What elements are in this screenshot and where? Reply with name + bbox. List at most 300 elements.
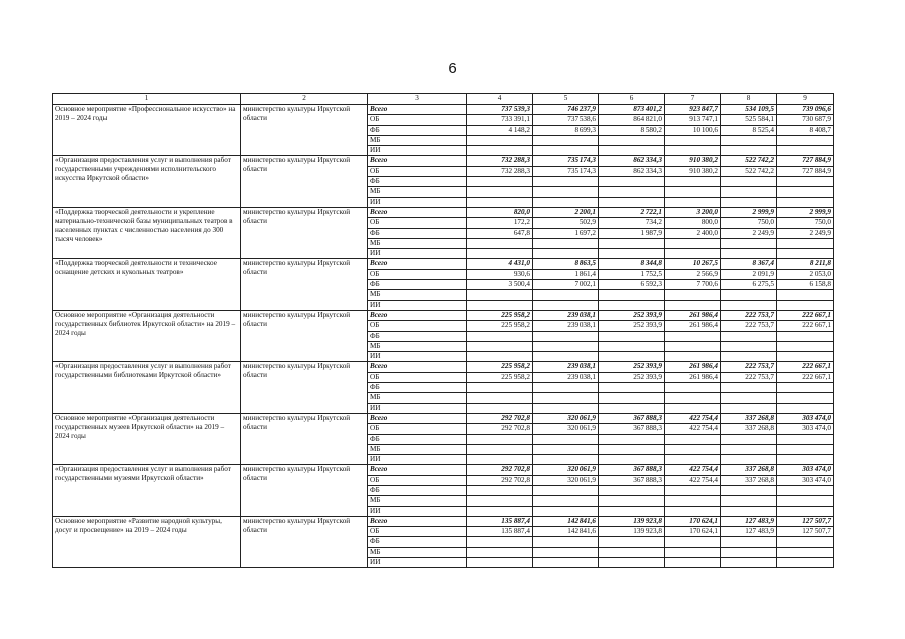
- amount-cell: [467, 455, 533, 465]
- amount-cell: 320 061,9: [533, 465, 599, 475]
- amount-cell: 292 702,8: [467, 424, 533, 434]
- funding-source: ФБ: [368, 177, 467, 187]
- funding-source: МБ: [368, 547, 467, 557]
- col-header: 1: [53, 94, 241, 105]
- amount-cell: 734,2: [599, 218, 665, 228]
- amount-cell: [533, 341, 599, 351]
- amount-cell: 8 525,4: [721, 125, 777, 135]
- amount-cell: [721, 558, 777, 568]
- amount-cell: 292 702,8: [467, 475, 533, 485]
- amount-cell: 8 367,4: [721, 259, 777, 269]
- amount-cell: [599, 496, 665, 506]
- funding-source: МБ: [368, 393, 467, 403]
- amount-cell: [599, 187, 665, 197]
- amount-cell: [665, 558, 721, 568]
- amount-cell: [665, 547, 721, 557]
- amount-cell: 2 566,9: [665, 269, 721, 279]
- funding-source: ФБ: [368, 434, 467, 444]
- col-header: 7: [665, 94, 721, 105]
- amount-cell: 1 697,2: [533, 228, 599, 238]
- amount-cell: [533, 146, 599, 156]
- funding-source: ФБ: [368, 280, 467, 290]
- amount-cell: 8 408,7: [777, 125, 834, 135]
- amount-cell: 873 401,2: [599, 105, 665, 115]
- amount-cell: 127 507,7: [777, 516, 834, 526]
- amount-cell: 367 888,3: [599, 424, 665, 434]
- amount-cell: [533, 455, 599, 465]
- amount-cell: [533, 290, 599, 300]
- amount-cell: 6 158,8: [777, 280, 834, 290]
- col-header: 4: [467, 94, 533, 105]
- table-row-total: [53, 516, 834, 526]
- amount-cell: 800,0: [665, 218, 721, 228]
- responsible-organization: министерство культуры Иркутской области: [241, 413, 368, 464]
- amount-cell: 2 053,0: [777, 269, 834, 279]
- funding-source: ОБ: [368, 218, 467, 228]
- funding-source: МБ: [368, 187, 467, 197]
- amount-cell: 502,9: [533, 218, 599, 228]
- funding-source: ИИ: [368, 352, 467, 362]
- amount-cell: 2 999,9: [721, 207, 777, 217]
- amount-cell: 2 249,9: [721, 228, 777, 238]
- amount-cell: 225 958,2: [467, 372, 533, 382]
- funding-source: ИИ: [368, 146, 467, 156]
- amount-cell: [533, 177, 599, 187]
- amount-cell: [721, 444, 777, 454]
- amount-cell: [665, 393, 721, 403]
- amount-cell: 337 268,8: [721, 413, 777, 423]
- funding-source: Всего: [368, 105, 467, 115]
- funding-source: МБ: [368, 496, 467, 506]
- amount-cell: 252 393,9: [599, 321, 665, 331]
- amount-cell: [721, 547, 777, 557]
- amount-cell: [665, 146, 721, 156]
- amount-cell: [777, 352, 834, 362]
- amount-cell: [599, 300, 665, 310]
- amount-cell: [721, 455, 777, 465]
- amount-cell: 225 958,2: [467, 362, 533, 372]
- amount-cell: [467, 187, 533, 197]
- amount-cell: [467, 146, 533, 156]
- funding-source: ОБ: [368, 424, 467, 434]
- amount-cell: [599, 197, 665, 207]
- table-row-total: [53, 207, 834, 217]
- amount-cell: 261 986,4: [665, 372, 721, 382]
- amount-cell: 733 391,1: [467, 115, 533, 125]
- activity-description: Основное мероприятие «Профессиональное искусство» на 2019 – 2024 годы: [53, 105, 241, 156]
- amount-cell: [467, 506, 533, 516]
- amount-cell: 6 592,3: [599, 280, 665, 290]
- amount-cell: 10 100,6: [665, 125, 721, 135]
- amount-cell: 142 841,6: [533, 516, 599, 526]
- amount-cell: 172,2: [467, 218, 533, 228]
- amount-cell: 732 288,3: [467, 156, 533, 166]
- amount-cell: [533, 403, 599, 413]
- amount-cell: 261 986,4: [665, 310, 721, 320]
- amount-cell: 127 483,9: [721, 516, 777, 526]
- amount-cell: 930,6: [467, 269, 533, 279]
- amount-cell: [467, 444, 533, 454]
- amount-cell: 913 747,1: [665, 115, 721, 125]
- amount-cell: [777, 485, 834, 495]
- amount-cell: 6 275,5: [721, 280, 777, 290]
- amount-cell: [721, 249, 777, 259]
- amount-cell: 127 507,7: [777, 527, 834, 537]
- amount-cell: [721, 146, 777, 156]
- activity-description: «Поддержка творческой деятельности и техническое оснащение детских и кукольных театров»: [53, 259, 241, 310]
- funding-source: ОБ: [368, 269, 467, 279]
- amount-cell: [721, 331, 777, 341]
- amount-cell: 737 539,3: [467, 105, 533, 115]
- amount-cell: 730 687,9: [777, 115, 834, 125]
- amount-cell: [777, 249, 834, 259]
- amount-cell: 337 268,8: [721, 475, 777, 485]
- amount-cell: 7 002,1: [533, 280, 599, 290]
- amount-cell: [599, 444, 665, 454]
- funding-source: ФБ: [368, 331, 467, 341]
- funding-source: ФБ: [368, 383, 467, 393]
- amount-cell: [665, 383, 721, 393]
- amount-cell: 2 400,0: [665, 228, 721, 238]
- amount-cell: 225 958,2: [467, 321, 533, 331]
- amount-cell: [721, 341, 777, 351]
- amount-cell: 525 584,1: [721, 115, 777, 125]
- amount-cell: [467, 485, 533, 495]
- funding-source: Всего: [368, 362, 467, 372]
- amount-cell: [721, 383, 777, 393]
- amount-cell: 862 334,3: [599, 156, 665, 166]
- funding-source: МБ: [368, 238, 467, 248]
- amount-cell: [467, 547, 533, 557]
- amount-cell: 135 887,4: [467, 527, 533, 537]
- amount-cell: 422 754,4: [665, 424, 721, 434]
- amount-cell: [467, 249, 533, 259]
- amount-cell: [467, 537, 533, 547]
- amount-cell: [467, 300, 533, 310]
- amount-cell: 1 752,5: [599, 269, 665, 279]
- amount-cell: [665, 249, 721, 259]
- table-body: [53, 105, 834, 568]
- amount-cell: [599, 135, 665, 145]
- budget-table: [52, 93, 834, 568]
- amount-cell: [721, 506, 777, 516]
- responsible-organization: министерство культуры Иркутской области: [241, 207, 368, 258]
- amount-cell: 261 986,4: [665, 362, 721, 372]
- amount-cell: 1 861,4: [533, 269, 599, 279]
- amount-cell: 2 722,1: [599, 207, 665, 217]
- amount-cell: 923 847,7: [665, 105, 721, 115]
- amount-cell: [665, 290, 721, 300]
- funding-source: МБ: [368, 135, 467, 145]
- amount-cell: [721, 537, 777, 547]
- amount-cell: 239 038,1: [533, 362, 599, 372]
- responsible-organization: министерство культуры Иркутской области: [241, 465, 368, 516]
- amount-cell: 910 380,2: [665, 156, 721, 166]
- amount-cell: [599, 537, 665, 547]
- amount-cell: [721, 135, 777, 145]
- activity-description: «Поддержка творческой деятельности и укрепление материально-технической базы муниципальных театров в населенных пунктах с численностью населения до 300 тысяч человек»: [53, 207, 241, 258]
- funding-source: МБ: [368, 444, 467, 454]
- amount-cell: [777, 434, 834, 444]
- amount-cell: 239 038,1: [533, 321, 599, 331]
- activity-description: «Организация предоставления услуг и выполнения работ государственными музеями Иркутской области»: [53, 465, 241, 516]
- amount-cell: [599, 393, 665, 403]
- amount-cell: 367 888,3: [599, 475, 665, 485]
- amount-cell: [467, 403, 533, 413]
- funding-source: Всего: [368, 310, 467, 320]
- amount-cell: 737 538,6: [533, 115, 599, 125]
- responsible-organization: министерство культуры Иркутской области: [241, 156, 368, 207]
- amount-cell: [533, 537, 599, 547]
- amount-cell: 727 884,9: [777, 166, 834, 176]
- amount-cell: 142 841,6: [533, 527, 599, 537]
- amount-cell: 1 987,9: [599, 228, 665, 238]
- funding-source: ИИ: [368, 249, 467, 259]
- amount-cell: [777, 393, 834, 403]
- amount-cell: 735 174,3: [533, 156, 599, 166]
- amount-cell: [599, 249, 665, 259]
- col-header: 2: [241, 94, 368, 105]
- funding-source: ОБ: [368, 527, 467, 537]
- amount-cell: [533, 506, 599, 516]
- amount-cell: 320 061,9: [533, 475, 599, 485]
- amount-cell: 367 888,3: [599, 465, 665, 475]
- amount-cell: 7 700,6: [665, 280, 721, 290]
- amount-cell: [777, 506, 834, 516]
- amount-cell: 10 267,5: [665, 259, 721, 269]
- amount-cell: [721, 393, 777, 403]
- amount-cell: [777, 444, 834, 454]
- amount-cell: [533, 383, 599, 393]
- amount-cell: [665, 455, 721, 465]
- amount-cell: [721, 290, 777, 300]
- activity-description: «Организация предоставления услуг и выполнения работ государственными учреждениями исполнительского искусства Иркутской области»: [53, 156, 241, 207]
- amount-cell: [599, 383, 665, 393]
- table-row-total: [53, 156, 834, 166]
- amount-cell: [533, 434, 599, 444]
- amount-cell: [599, 558, 665, 568]
- funding-source: ИИ: [368, 197, 467, 207]
- funding-source: ИИ: [368, 455, 467, 465]
- amount-cell: [599, 146, 665, 156]
- amount-cell: [665, 506, 721, 516]
- amount-cell: [777, 496, 834, 506]
- amount-cell: 337 268,8: [721, 465, 777, 475]
- responsible-organization: министерство культуры Иркутской области: [241, 259, 368, 310]
- funding-source: ФБ: [368, 125, 467, 135]
- amount-cell: [533, 187, 599, 197]
- funding-source: Всего: [368, 516, 467, 526]
- amount-cell: [721, 300, 777, 310]
- amount-cell: 8 580,2: [599, 125, 665, 135]
- amount-cell: 820,0: [467, 207, 533, 217]
- amount-cell: [777, 341, 834, 351]
- amount-cell: [665, 135, 721, 145]
- table-row-total: [53, 413, 834, 423]
- amount-cell: 320 061,9: [533, 424, 599, 434]
- funding-source: ИИ: [368, 403, 467, 413]
- amount-cell: [665, 537, 721, 547]
- amount-cell: [599, 352, 665, 362]
- activity-description: Основное мероприятие «Развитие народной культуры, досуг и просвещение» на 2019 – 2024 годы: [53, 516, 241, 567]
- amount-cell: [599, 403, 665, 413]
- amount-cell: [467, 135, 533, 145]
- amount-cell: [721, 434, 777, 444]
- activity-description: «Организация предоставления услуг и выполнения работ государственными библиотеками Иркутской области»: [53, 362, 241, 413]
- amount-cell: 135 887,4: [467, 516, 533, 526]
- amount-cell: [665, 300, 721, 310]
- amount-cell: [533, 238, 599, 248]
- amount-cell: 367 888,3: [599, 413, 665, 423]
- funding-source: МБ: [368, 290, 467, 300]
- table-row-total: [53, 310, 834, 320]
- amount-cell: [777, 300, 834, 310]
- amount-cell: [721, 485, 777, 495]
- col-header: 9: [777, 94, 834, 105]
- amount-cell: [777, 187, 834, 197]
- amount-cell: [665, 238, 721, 248]
- funding-source: ОБ: [368, 475, 467, 485]
- funding-source: ОБ: [368, 166, 467, 176]
- amount-cell: 222 667,1: [777, 310, 834, 320]
- amount-cell: [665, 352, 721, 362]
- amount-cell: 239 038,1: [533, 372, 599, 382]
- amount-cell: [533, 444, 599, 454]
- amount-cell: 2 200,1: [533, 207, 599, 217]
- amount-cell: [533, 300, 599, 310]
- amount-cell: [599, 547, 665, 557]
- amount-cell: 727 884,9: [777, 156, 834, 166]
- amount-cell: 4 148,2: [467, 125, 533, 135]
- amount-cell: 170 624,1: [665, 527, 721, 537]
- funding-source: Всего: [368, 156, 467, 166]
- amount-cell: [721, 352, 777, 362]
- amount-cell: [599, 331, 665, 341]
- amount-cell: 8 699,3: [533, 125, 599, 135]
- amount-cell: 222 667,1: [777, 372, 834, 382]
- amount-cell: [777, 135, 834, 145]
- amount-cell: 2 091,9: [721, 269, 777, 279]
- amount-cell: [665, 485, 721, 495]
- amount-cell: 222 753,7: [721, 310, 777, 320]
- table-row-total: [53, 259, 834, 269]
- amount-cell: [599, 341, 665, 351]
- amount-cell: [777, 290, 834, 300]
- amount-cell: 647,8: [467, 228, 533, 238]
- amount-cell: [665, 434, 721, 444]
- amount-cell: [665, 496, 721, 506]
- amount-cell: [777, 537, 834, 547]
- amount-cell: 292 702,8: [467, 413, 533, 423]
- amount-cell: [665, 177, 721, 187]
- amount-cell: [467, 383, 533, 393]
- amount-cell: 239 038,1: [533, 310, 599, 320]
- amount-cell: [665, 341, 721, 351]
- amount-cell: 222 667,1: [777, 362, 834, 372]
- amount-cell: [533, 352, 599, 362]
- amount-cell: [599, 506, 665, 516]
- amount-cell: 534 109,5: [721, 105, 777, 115]
- amount-cell: [721, 197, 777, 207]
- amount-cell: 222 753,7: [721, 372, 777, 382]
- amount-cell: [467, 434, 533, 444]
- amount-cell: [467, 290, 533, 300]
- amount-cell: 252 393,9: [599, 310, 665, 320]
- amount-cell: 3 200,0: [665, 207, 721, 217]
- amount-cell: [533, 547, 599, 557]
- amount-cell: 739 096,6: [777, 105, 834, 115]
- amount-cell: 261 986,4: [665, 321, 721, 331]
- amount-cell: [721, 177, 777, 187]
- amount-cell: [533, 558, 599, 568]
- funding-source: ИИ: [368, 300, 467, 310]
- amount-cell: 222 667,1: [777, 321, 834, 331]
- amount-cell: 139 923,8: [599, 527, 665, 537]
- amount-cell: 225 958,2: [467, 310, 533, 320]
- amount-cell: [533, 249, 599, 259]
- amount-cell: [777, 547, 834, 557]
- amount-cell: 222 753,7: [721, 362, 777, 372]
- amount-cell: [533, 496, 599, 506]
- amount-cell: 746 237,9: [533, 105, 599, 115]
- col-header: 3: [368, 94, 467, 105]
- funding-source: ФБ: [368, 228, 467, 238]
- funding-source: Всего: [368, 413, 467, 423]
- funding-source: ФБ: [368, 485, 467, 495]
- amount-cell: [599, 238, 665, 248]
- amount-cell: [777, 455, 834, 465]
- amount-cell: [777, 146, 834, 156]
- responsible-organization: министерство культуры Иркутской области: [241, 362, 368, 413]
- col-header: 6: [599, 94, 665, 105]
- amount-cell: [467, 558, 533, 568]
- funding-source: ОБ: [368, 372, 467, 382]
- col-header: 5: [533, 94, 599, 105]
- amount-cell: 8 211,8: [777, 259, 834, 269]
- activity-description: Основное мероприятие «Организация деятельности государственных музеев Иркутской области» на 2019 – 2024 годы: [53, 413, 241, 464]
- amount-cell: 750,0: [721, 218, 777, 228]
- page-number: 6: [448, 60, 457, 77]
- amount-cell: [467, 331, 533, 341]
- amount-cell: 862 334,3: [599, 166, 665, 176]
- table-row-total: [53, 465, 834, 475]
- amount-cell: [599, 177, 665, 187]
- funding-source: Всего: [368, 259, 467, 269]
- amount-cell: [467, 197, 533, 207]
- funding-source: Всего: [368, 465, 467, 475]
- amount-cell: [721, 238, 777, 248]
- amount-cell: 337 268,8: [721, 424, 777, 434]
- amount-cell: 252 393,9: [599, 372, 665, 382]
- amount-cell: 750,0: [777, 218, 834, 228]
- amount-cell: [599, 290, 665, 300]
- amount-cell: 864 821,0: [599, 115, 665, 125]
- funding-source: МБ: [368, 341, 467, 351]
- amount-cell: [533, 331, 599, 341]
- amount-cell: [777, 383, 834, 393]
- amount-cell: [721, 403, 777, 413]
- amount-cell: [533, 485, 599, 495]
- amount-cell: [533, 393, 599, 403]
- amount-cell: [721, 187, 777, 197]
- amount-cell: 320 061,9: [533, 413, 599, 423]
- amount-cell: 222 753,7: [721, 321, 777, 331]
- amount-cell: 735 174,3: [533, 166, 599, 176]
- amount-cell: [777, 331, 834, 341]
- amount-cell: 910 380,2: [665, 166, 721, 176]
- amount-cell: 522 742,2: [721, 156, 777, 166]
- amount-cell: [467, 238, 533, 248]
